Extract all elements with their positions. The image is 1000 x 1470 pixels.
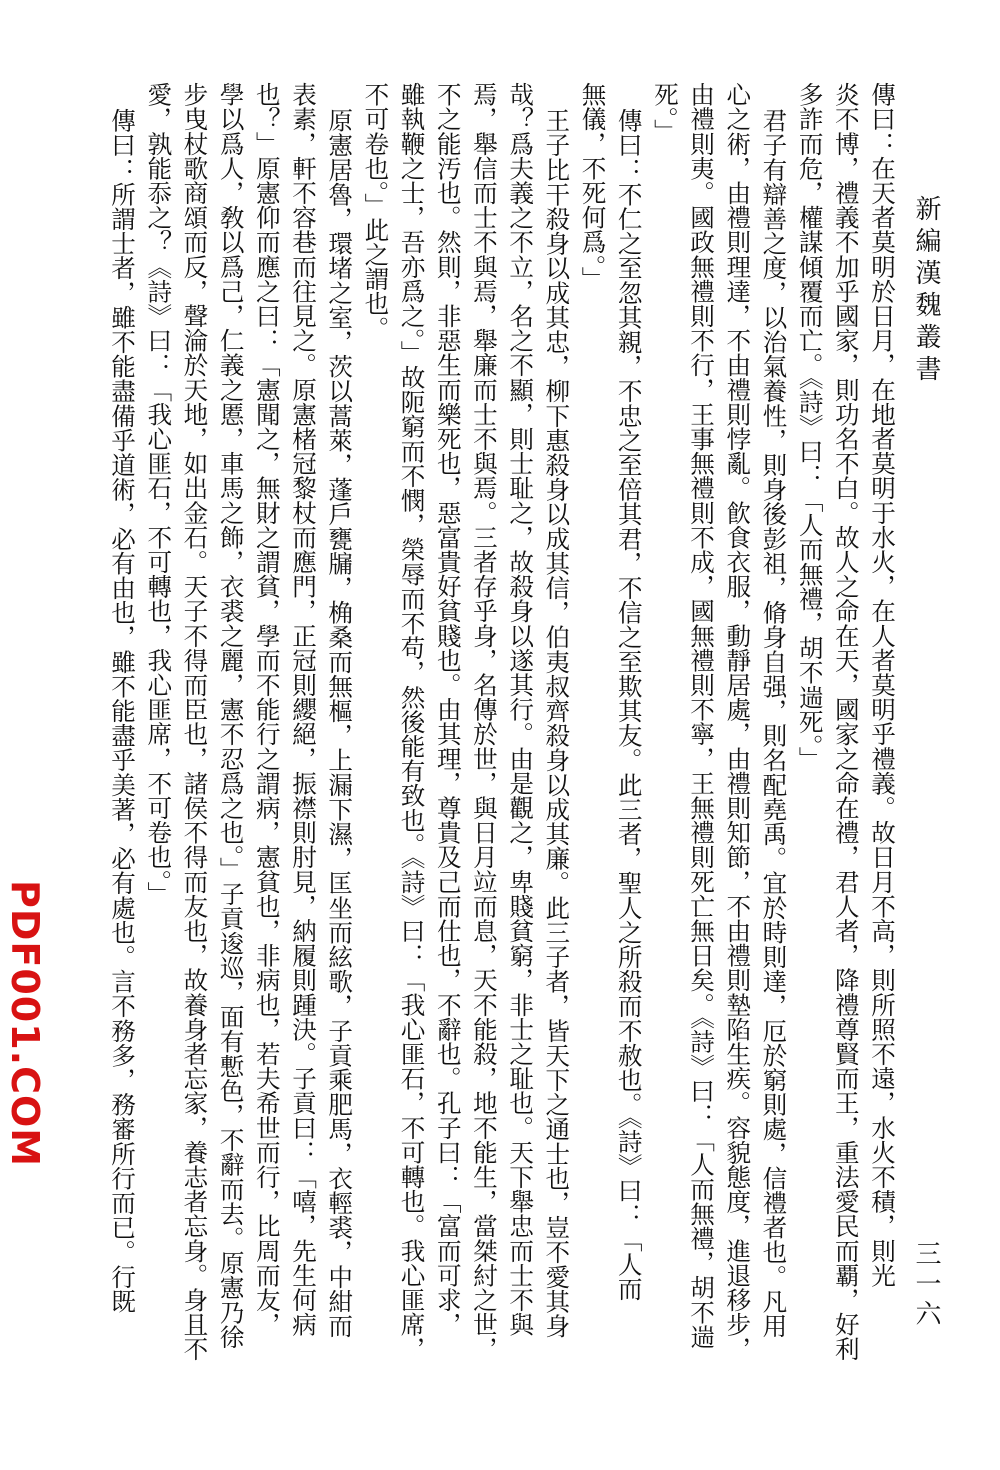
text-column: 原憲居魯，環堵之室，茨以蒿萊，蓬戶甕牖，桷桑而無樞，上漏下濕，匡坐而絃歌，子貢乘肥馬，衣輕裘，中紺而 <box>325 108 355 1338</box>
text-column: 愛，孰能忝之？《詩》曰：「我心匪石，不可轉也，我心匪席，不可卷也。」 <box>144 82 174 907</box>
book-title: 新編漢魏叢書 <box>911 195 941 387</box>
text-column: 心之術，由禮則理達，不由禮則悖亂。飮食衣服，動靜居處，由禮則知節，不由禮則墊陷生疾。容貌態度，進退移步， <box>723 82 753 1362</box>
text-column: 哉？爲夫義之不立，名之不顯，則士耻之，故殺身以遂其行。由是觀之，卑賤貧窮，非士之耻也。天下舉忠而士不與 <box>506 82 536 1337</box>
text-column: 學以爲人，敎以爲己，仁義之慝，車馬之飾，衣裘之麗，憲不忍爲之也。」子貢逡巡，面有慙色，不辭而去。原憲乃徐 <box>216 82 246 1349</box>
text-column: 炎不博，禮義不加乎國家，則功名不白。故人之命在天，國家之命在禮，君人者，降禮尊賢而王，重法愛民而覇，好利 <box>831 82 861 1362</box>
text-column: 也？」原憲仰而應之曰：「憲聞之，無財之謂貧，學而不能行之謂病，憲貧也，非病也，若夫希世而行，比周而友， <box>252 82 282 1337</box>
text-column: 傳曰：在天者莫明於日月，在地者莫明于水火，在人者莫明乎禮義。故日月不高，則所照不遠，水火不積，則光 <box>868 82 897 1288</box>
text-column: 由禮則夷。國政無禮則不行，王事無禮則不成，國無禮則不寧，王無禮則死亡無日矣。《詩》曰：「人而無禮，胡不遄 <box>687 82 717 1349</box>
text-column: 無儀，不死何爲。」 <box>578 82 608 292</box>
text-column: 君子有辯善之度，以治氣養性，則身後彭祖，脩身自强，則名配堯禹。宜於時則達，厄於窮則處，信禮者也。凡用 <box>759 108 789 1338</box>
text-column: 步曳杖歌商頌而反，聲淪於天地，如出金石。天子不得而臣也，諸侯不得而友也，故養身者忘家，養志者忘身。身且不 <box>180 82 210 1362</box>
text-column: 傳曰：所謂士者，雖不能盡備乎道術，必有由也，雖不能盡乎美著，必有處也。言不務多，務審所行而已。行既 <box>108 108 138 1314</box>
text-column: 焉，舉信而士不與焉，舉廉而士不與焉。三者存乎身，名傳於世，與日月竝而息，天不能殺，地不能生，當桀紂之世， <box>469 82 499 1362</box>
text-column: 王子比干殺身以成其忠，柳下惠殺身以成其信，伯夷叔齊殺身以成其廉。此三子者，皆天下之通士也，豈不愛其身 <box>542 108 572 1338</box>
text-column: 傳曰：不仁之至忽其親，不忠之至倍其君，不信之至欺其友。此三者，聖人之所殺而不赦也。《詩》曰：「人而 <box>614 108 644 1302</box>
text-body <box>0 82 900 1422</box>
watermark-logo: PDF001.COM <box>3 880 47 1168</box>
text-column: 雖執鞭之士，吾亦爲之。」故阨窮而不憫，榮辱而不苟，然後能有致也。《詩》曰：「我心匪石，不可轉也。我心匪席， <box>397 82 427 1362</box>
text-column: 不可卷也。」此之謂也。 <box>361 82 391 341</box>
text-column: 多詐而危，權謀傾覆而亡。《詩》曰：「人而無禮，胡不遄死。」 <box>795 82 825 771</box>
text-column: 不之能汚也。然則，非惡生而樂死也，惡富貴好貧賤也。由其理，尊貴及己而仕也，不辭也。孔子曰：「富而可求， <box>433 82 463 1337</box>
text-column: 表素，軒不容巷而往見之。原憲楮冠黎杖而應門，正冠則纓絕，振襟則肘見，納履則踵決。子貢曰：「嘻，先生何病 <box>289 82 318 1337</box>
text-column: 死。」 <box>650 82 680 144</box>
page-number: 三一六 <box>911 1240 941 1330</box>
